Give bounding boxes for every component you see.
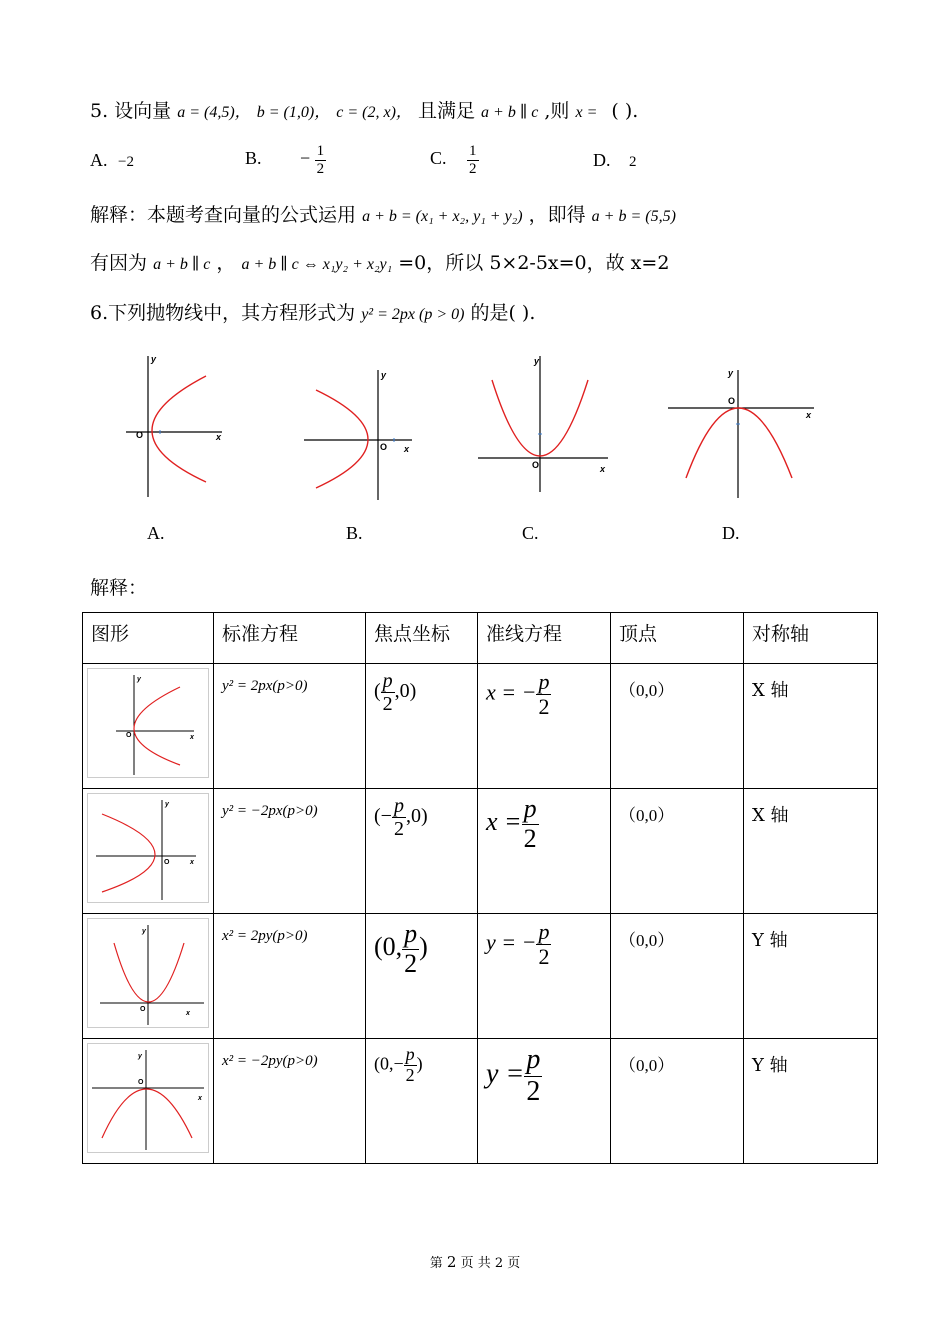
q5-option-b-fraction: [315, 143, 327, 177]
row2-focus-den: 2: [393, 818, 404, 840]
q5-option-b-label: B.: [245, 148, 262, 169]
row1-focus-frac: [381, 670, 395, 715]
row1-focus-pre: (: [374, 680, 381, 703]
q5-explanation-line2: [90, 248, 669, 275]
row4-origin: O: [138, 1079, 144, 1086]
table-row: [83, 664, 878, 789]
row4-equation: [214, 1039, 366, 1164]
row3-origin: O: [140, 1006, 146, 1013]
row4-dir-num: p: [526, 1044, 541, 1075]
row3-y-label: y: [142, 928, 146, 935]
row2-directrix: [478, 789, 611, 914]
header-focus: 焦点坐标: [366, 613, 478, 664]
row3-graph: [83, 914, 214, 1039]
graph-label-d: D.: [722, 523, 740, 543]
q5-option-a-value: −2: [118, 154, 134, 170]
row3-directrix-expr: [486, 920, 602, 969]
row1-axis: [744, 664, 878, 789]
row1-eq-text: y² = 2px(p>0): [222, 678, 308, 694]
row3-focus-expr: [374, 920, 469, 978]
row4-y-label: y: [138, 1053, 142, 1060]
row4-focus-den: 2: [405, 1064, 415, 1085]
row1-directrix: [478, 664, 611, 789]
row4-axis-text: Y 轴: [752, 1055, 788, 1076]
table-row: [83, 914, 878, 1039]
graph-c-origin: O: [532, 460, 540, 470]
q5-line2-rest: =0，所以 5×2-5x=0，故 x=2: [398, 252, 670, 274]
row2-axis: [744, 789, 878, 914]
row2-dir-num: p: [523, 794, 537, 823]
row2-focus-frac: [392, 795, 406, 840]
parabola-table: [82, 612, 878, 1164]
q5-stem: [90, 96, 638, 123]
graph-label-b: B.: [346, 523, 363, 543]
header-directrix: 准线方程: [478, 613, 611, 664]
row3-axis: [744, 914, 878, 1039]
row1-vertex: [611, 664, 744, 789]
q5-answer-blank: ( ).: [611, 100, 639, 122]
row2-x-label: x: [190, 859, 194, 866]
row4-focus-expr: [374, 1045, 469, 1086]
q5-option-d-value: 2: [629, 154, 637, 170]
page-footer: [0, 1252, 950, 1271]
row3-focus-pre: (0,: [374, 932, 403, 962]
row1-dir-num: p: [538, 669, 550, 694]
q6-explain-label: 解释：: [90, 577, 148, 599]
row2-focus: [366, 789, 478, 914]
row1-equation: [214, 664, 366, 789]
row1-focus-num: p: [382, 670, 393, 692]
q5-option-b: [245, 143, 326, 177]
q5-option-d-label: D.: [593, 150, 611, 170]
row2-focus-expr: [374, 795, 469, 840]
q5-line2-prefix: 有因为: [90, 252, 148, 274]
q6-prefix: 6.下列抛物线中，其方程形式为: [90, 302, 356, 324]
q5-x-eq: x =: [575, 104, 598, 121]
row4-graph: [83, 1039, 214, 1164]
q5-condition-text: 且满足: [417, 100, 475, 122]
q5-prefix: 5. 设向量: [90, 100, 172, 122]
footer-total: 2: [494, 1256, 504, 1271]
row2-focus-num: p: [393, 795, 404, 817]
row3-directrix: [478, 914, 611, 1039]
footer-mid: 页 共: [460, 1256, 491, 1271]
graph-label-a: A.: [147, 523, 165, 543]
row2-directrix-expr: [486, 795, 602, 853]
footer-post: 页: [507, 1256, 521, 1271]
row4-eq-text: x² = −2py(p>0): [222, 1053, 318, 1069]
q5-explain-result: a + b = (5,5): [591, 208, 676, 225]
q5-then-text: ,则: [544, 100, 570, 122]
q5-explain-prefix: 解释：本题考查向量的公式运用: [90, 204, 357, 226]
q6-equation: y² = 2px (p > 0): [361, 306, 465, 323]
row4-directrix-expr: [486, 1045, 602, 1108]
row1-axis-text: X 轴: [752, 680, 789, 701]
row3-equation: [214, 914, 366, 1039]
row3-focus-num: p: [404, 919, 418, 948]
row4-dir-pre: y =: [486, 1058, 525, 1090]
graph-d-y-label: y: [728, 368, 734, 378]
row1-vertex-text: （0,0）: [619, 681, 675, 700]
q6-stem: [90, 298, 535, 325]
graph-d-origin: O: [728, 396, 736, 406]
q5-c-vector: c = (2, x)，: [336, 104, 412, 121]
row3-dir-num: p: [538, 919, 550, 944]
q5-option-c-den: 2: [469, 160, 477, 177]
row2-vertex: [611, 789, 744, 914]
row3-focus-den: 2: [404, 948, 418, 978]
row3-dir-den: 2: [538, 944, 550, 970]
footer-pre: 第: [429, 1256, 443, 1271]
row1-thumb: [87, 668, 209, 778]
q5-option-a-label: A.: [90, 150, 108, 170]
row3-dir-frac: [536, 920, 551, 969]
row2-origin: O: [164, 859, 170, 866]
footer-page-number: 2: [446, 1253, 457, 1271]
row4-focus-post: ): [416, 1053, 423, 1074]
row3-thumb: [87, 918, 209, 1028]
row2-vertex-text: （0,0）: [619, 806, 675, 825]
header-standard-equation: 标准方程: [214, 613, 366, 664]
q6-suffix: 的是( ).: [470, 302, 536, 324]
q5-option-c-fraction: [467, 143, 479, 177]
row2-y-label: y: [165, 801, 169, 808]
row4-focus-num: p: [405, 1044, 415, 1064]
graph-option-c: [476, 352, 611, 492]
q5-explain-mid: ，即得: [528, 204, 586, 226]
graph-label-c: C.: [522, 523, 539, 543]
q5-option-b-den: 2: [316, 160, 325, 177]
q5-line2-expr1: a + b ∥ c: [153, 256, 211, 273]
row3-focus: [366, 914, 478, 1039]
row4-axis: [744, 1039, 878, 1164]
q5-option-d: [593, 150, 637, 171]
q5-a-vector: a = (4,5)，: [177, 104, 251, 121]
row3-axis-text: Y 轴: [752, 930, 788, 951]
table-row: [83, 1039, 878, 1164]
graph-option-d: [666, 366, 818, 498]
header-vertex: 顶点: [611, 613, 744, 664]
row1-focus-den: 2: [382, 693, 393, 715]
q5-option-c-num: 1: [469, 143, 477, 159]
q5-option-a: [90, 150, 134, 171]
row4-vertex-text: （0,0）: [619, 1056, 675, 1075]
table-row: [83, 789, 878, 914]
q5-line2-expr2: a + b ∥ c ⇔ x₁y₂ + x₂y₁: [241, 256, 393, 273]
row3-vertex: [611, 914, 744, 1039]
q5-option-c: [430, 143, 479, 177]
row4-vertex: [611, 1039, 744, 1164]
row4-thumb: [87, 1043, 209, 1153]
row1-graph: [83, 664, 214, 789]
row4-x-label: x: [198, 1095, 202, 1102]
graph-a-x-label: x: [216, 432, 222, 442]
graph-b-x-label: x: [404, 444, 410, 454]
row2-thumb: [87, 793, 209, 903]
graph-option-b: [300, 368, 420, 500]
row1-x-label: x: [190, 734, 194, 741]
graph-c-x-label: x: [600, 464, 606, 474]
row3-vertex-text: （0,0）: [619, 931, 675, 950]
row3-dir-pre: y = −: [486, 929, 537, 955]
q5-option-c-label: C.: [430, 148, 447, 169]
row4-focus: [366, 1039, 478, 1164]
row4-focus-pre: (0,−: [374, 1053, 404, 1074]
graph-d-x-label: x: [806, 410, 812, 420]
row3-focus-post: ): [419, 932, 428, 962]
row4-dir-frac: [524, 1045, 542, 1108]
row2-dir-pre: x =: [486, 807, 522, 837]
row2-dir-den: 2: [523, 823, 537, 853]
row2-axis-text: X 轴: [752, 805, 789, 826]
graph-option-a: [118, 352, 230, 497]
graph-c-y-label: y: [534, 356, 540, 366]
row1-focus-post: ,0): [394, 680, 417, 703]
q5-explanation-line1: [90, 200, 676, 227]
row2-dir-frac: [522, 795, 539, 853]
row4-focus-frac: [404, 1045, 417, 1086]
graph-a-origin: O: [136, 430, 144, 440]
row2-eq-text: y² = −2px(p>0): [222, 803, 318, 819]
table-header-row: [83, 613, 878, 664]
row3-eq-text: x² = 2py(p>0): [222, 928, 308, 944]
row1-focus-expr: [374, 670, 469, 715]
row1-focus: [366, 664, 478, 789]
q5-option-b-num: 1: [316, 143, 325, 159]
row2-focus-post: ,0): [405, 805, 428, 828]
q5-b-vector: b = (1,0)，: [256, 104, 331, 121]
row3-focus-frac: [402, 920, 419, 978]
row2-focus-pre: (−: [374, 805, 392, 828]
row1-dir-pre: x = −: [486, 679, 537, 705]
row1-dir-den: 2: [538, 694, 550, 720]
row3-x-label: x: [186, 1010, 190, 1017]
q5-option-b-sign: −: [300, 148, 311, 169]
row4-dir-den: 2: [526, 1075, 541, 1107]
row1-directrix-expr: [486, 670, 602, 719]
row2-graph: [83, 789, 214, 914]
q5-line2-sep: ，: [216, 252, 236, 274]
header-graph: 图形: [83, 613, 214, 664]
q5-condition-expr: a + b ∥ c: [481, 104, 539, 121]
row4-directrix: [478, 1039, 611, 1164]
row1-origin: O: [126, 732, 132, 739]
row1-dir-frac: [536, 670, 551, 719]
graph-b-origin: O: [380, 442, 388, 452]
graph-a-y-label: y: [151, 354, 157, 364]
row2-equation: [214, 789, 366, 914]
row1-y-label: y: [137, 676, 141, 683]
q5-explain-formula: a + b = (x₁ + x₂, y₁ + y₂): [362, 208, 523, 225]
graph-b-y-label: y: [381, 370, 387, 380]
header-symmetry-axis: 对称轴: [744, 613, 878, 664]
